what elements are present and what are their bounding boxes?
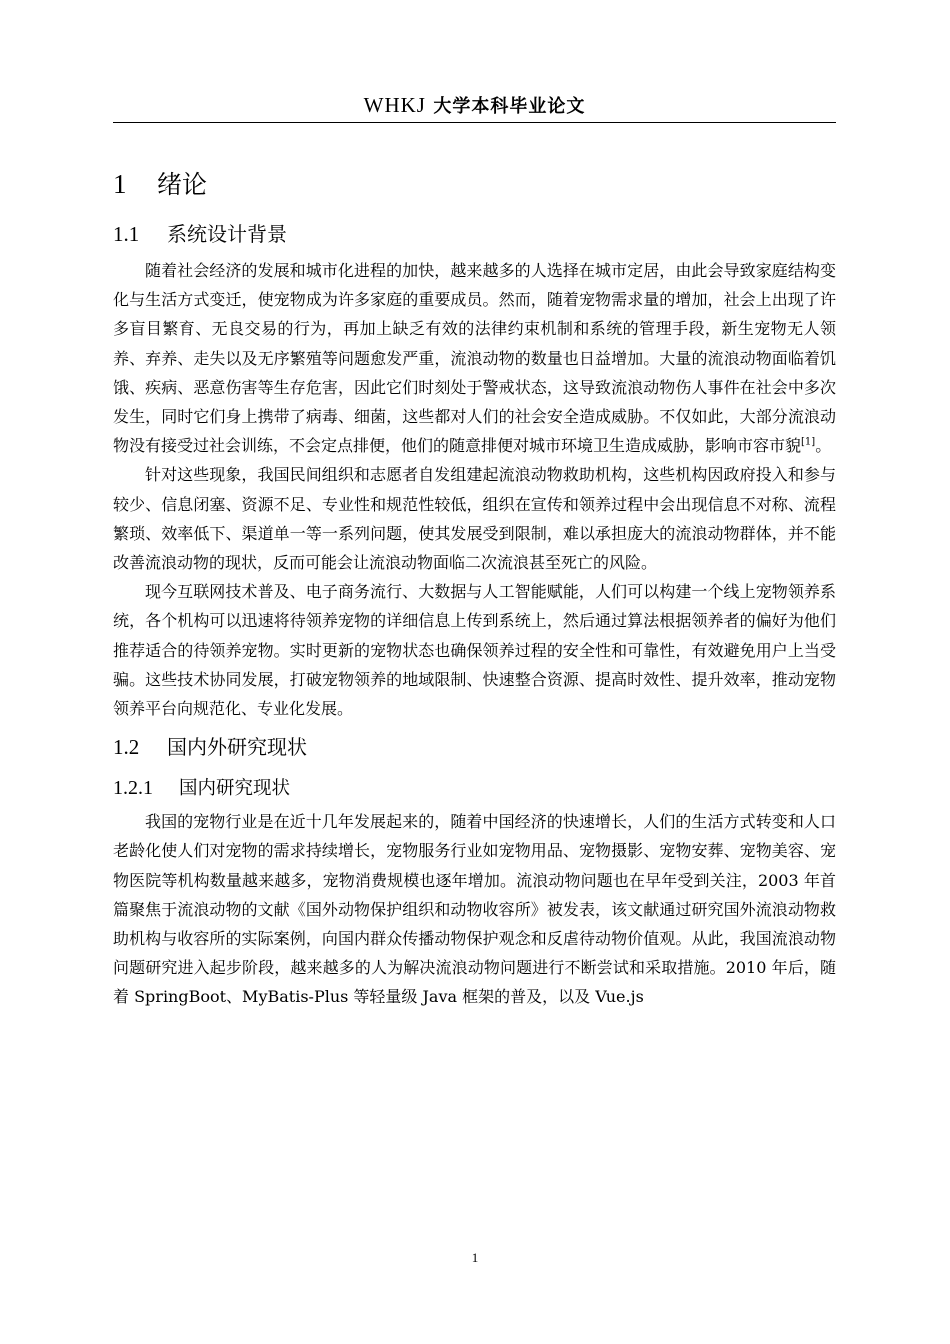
citation-marker: [1]	[801, 436, 816, 448]
header-school-abbrev: WHKJ	[363, 93, 426, 117]
subsection-title: 国内研究现状	[179, 778, 291, 800]
section-heading-1-2	[113, 729, 836, 765]
section-title: 国内外研究现状	[167, 735, 307, 760]
subsection-heading-1-2-1	[113, 771, 836, 805]
paragraph-text: 随着社会经济的发展和城市化进程的加快，越来越多的人选择在城市定居，由此会导致家庭结构变化与生活方式变迁，使宠物成为许多家庭的重要成员。然而，随着宠物需求量的增加，社会上出现了许多盲目繁育、无良交易的行为，再加上缺乏有效的法律约束机制和系统的管理手段，新生宠物无人领养、弃养、走失以及无序繁殖等问题愈发严重，流浪动物的数量也日益增加。大量的流浪动物面临着饥饿、疾病、恶意伤害等生存危害，因此它们时刻处于警戒状态，这导致流浪动物伤人事件在社会中多次发生，同时它们身上携带了病毒、细菌，这些都对人们的社会安全造成威胁。不仅如此，大部分流浪动物没有接受过社会训练，不会定点排便，他们的随意排便对城市环境卫生造成威胁，影响市容市貌	[113, 261, 836, 456]
page-body	[113, 160, 836, 1012]
chapter-number: 1	[113, 169, 127, 199]
running-header	[113, 90, 836, 123]
page-number: 1	[471, 1250, 479, 1265]
header-thesis-title: 大学本科毕业论文	[433, 96, 586, 117]
section-number: 1.1	[113, 222, 140, 246]
subsection-number: 1.2.1	[113, 777, 153, 800]
section-heading-1-1	[113, 216, 836, 252]
section-number: 1.2	[113, 735, 140, 760]
paragraph: 现今互联网技术普及、电子商务流行、大数据与人工智能赋能，人们可以构建一个线上宠物领养系统，各个机构可以迅速将待领养宠物的详细信息上传到系统上，然后通过算法根据领养者的偏好为他们推荐适合的待领养宠物。实时更新的宠物状态也确保领养过程的安全性和可靠性，有效避免用户上当受骗。这些技术协同发展，打破宠物领养的地域限制、快速整合资源、提高时效性、提升效率，推动宠物领养平台向规范化、专业化发展。	[113, 582, 836, 719]
paragraph	[113, 256, 836, 460]
paragraph: 我国的宠物行业是在近十几年发展起来的，随着中国经济的快速增长，人们的生活方式转变和人口老龄化使人们对宠物的需求持续增长，宠物服务行业如宠物用品、宠物摄影、宠物安葬、宠物美容、宠物医院等机构数量越来越多，宠物消费规模也逐年增加。流浪动物问题也在早年受到关注，2003 年首篇聚焦于流浪动物的文献《国外动物保护组织和动物收容所》被发表，该文献通过研究国外流浪动物救助机构与收容所的实际案例，向国内群众传播动物保护观念和反虐待动物价值观。从此，我国流浪动物问题研究进入起步阶段，越来越多的人为解决流浪动物问题进行不断尝试和采取措施。2010 年后，随着 SpringBoot、MyBatis-Plus 等轻量级 Java 框架的普及，以及 Vue.js	[113, 812, 836, 1007]
paragraph: 针对这些现象，我国民间组织和志愿者自发组建起流浪动物救助机构，这些机构因政府投入和参与较少、信息闭塞、资源不足、专业性和规范性较低，组织在宣传和领养过程中会出现信息不对称、流程繁琐、效率低下、渠道单一等一系列问题，使其发展受到限制，难以承担庞大的流浪动物群体，并不能改善流浪动物的现状，反而可能会让流浪动物面临二次流浪甚至死亡的风险。	[113, 465, 836, 573]
chapter-heading	[113, 160, 836, 208]
paragraph-end: 。	[815, 436, 832, 456]
chapter-title: 绪论	[157, 170, 208, 199]
section-title: 系统设计背景	[167, 222, 287, 246]
